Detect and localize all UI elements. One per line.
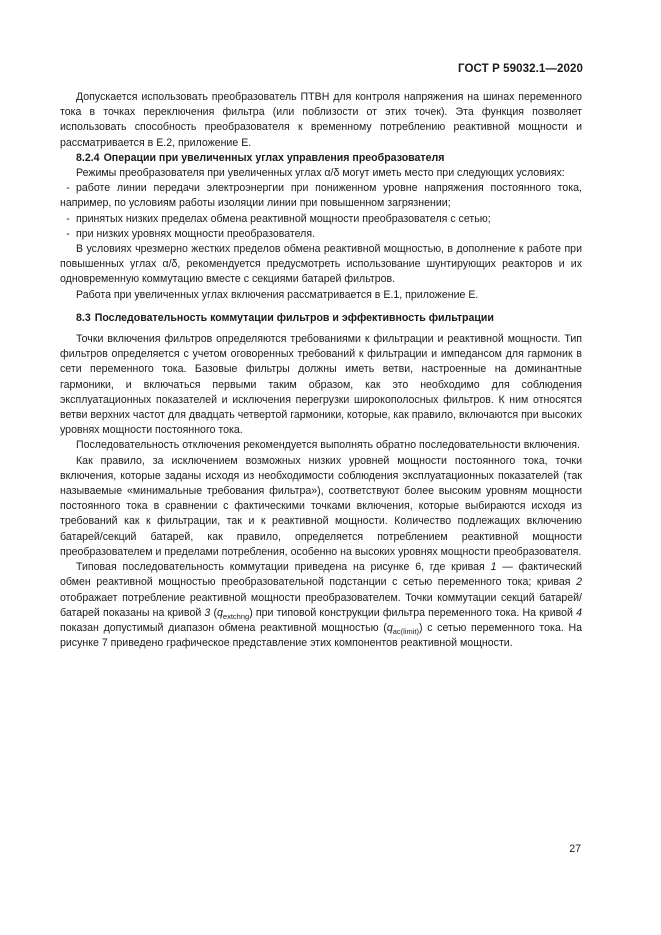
curve-number: 3 (204, 606, 211, 619)
symbol-subscript: extchng (222, 611, 250, 621)
dash-bullet: - (66, 227, 70, 240)
list-item-text: при низких уровнях мощности преобразователя. (76, 227, 316, 240)
list-item (60, 181, 582, 211)
paragraph-figure-reference: Типовая последовательность коммутации приведена на рисунке 6, где кривая 1 — фактический обмен реактивной мощностью преобразовательной подстанции с сетью переменного тока; кривая 2 отображает потребление реактивной мощности преобразователем. Точки коммутации секций батарей/батарей показаны на кривой 3 $(q_{extchng})$ при типовой конструкции фильтра переменного тока. На кривой 4 показан допустимый диапазон обмена реактивной мощностью $(q_{ac(limit)})$ с сетью переменного тока. На рисунке 7 приведено графическое представление этих компонентов реактивной мощности. (60, 561, 582, 650)
section-title: Последовательность коммутации фильтров и эффективность фильтрации (94, 311, 494, 324)
curve-number: 2 (576, 576, 582, 589)
symbol-subscript: ac(limit) (392, 627, 419, 637)
list-item-text: работе линии передачи электроэнергии при пониженном уровне напряжения постоянного тока, например, по условиям работы изоляции линии при повышенном загрязнении; (60, 182, 582, 210)
symbol-q: q (386, 621, 393, 634)
spacer (60, 303, 582, 311)
curve-number: 1 (490, 561, 497, 574)
dash-bullet: - (66, 182, 70, 195)
curve-number: 4 (576, 606, 582, 619)
paragraph: Работа при увеличенных углах включения рассматривается в Е.1, приложение Е. (76, 288, 479, 301)
section-number: 8.2.4 (76, 151, 100, 164)
section-heading-8-3 (60, 311, 582, 326)
document-header: ГОСТ Р 59032.1—2020 (458, 63, 583, 75)
list-item (60, 227, 582, 242)
list-item-text: принятых низких пределах обмена реактивной мощности преобразователя с сетью; (76, 212, 491, 225)
page-body (60, 90, 582, 651)
paragraph: В условиях чрезмерно жестких пределов обмена реактивной мощностью, в дополнение к работе при повышенных углах α/δ, рекомендуется предусмотреть использование шунтирующих реакторов и их одновременную коммутацию вместе с секциями батарей фильтров. (60, 243, 582, 286)
paragraph: Допускается использовать преобразователь ПТВН для контроля напряжения на шинах переменного тока в точках переключения фильтра (или поблизости от этих точек). Эта функция позволяет использовать способность преобразователя к временному потреблению реактивной мощности и рассматривается в Е.2, приложение Е. (60, 91, 582, 149)
paragraph: Как правило, за исключением возможных низких уровней мощности постоянного тока, точки включения, которые заданы исходя из необходимости соблюдения эксплуатационных показателей (так называемые «минимальные требования фильтра»), соответствуют более высоким уровням мощности постоянного тока в сравнении с фактическими точками включения, которые выбираются исходя из требований как к фильтрации, так и к реактивной мощности. Количество подлежащих включению батарей/секций батарей, как правило, определяется потреблением реактивной мощности преобразователем и пределами потребления, особенно на высоких уровнях мощности преобразователя. (60, 454, 582, 558)
section-title: Операции при увеличенных углах управления преобразователя (103, 151, 445, 164)
paragraph: Режимы преобразователя при увеличенных углах α/δ могут иметь место при следующих условиях: (76, 167, 565, 180)
dash-bullet: - (66, 212, 70, 225)
page-number: 27 (569, 843, 581, 855)
list-item (60, 212, 582, 227)
section-heading-8-2-4 (60, 151, 582, 166)
section-number: 8.3 (76, 311, 91, 324)
paragraph: Последовательность отключения рекомендуется выполнять обратно последовательности включения. (76, 439, 580, 452)
paragraph: Точки включения фильтров определяются требованиями к фильтрации и реактивной мощности. Тип фильтров определяется с учетом оговоренных требований к фильтрации и импедансом для гармоник в сети переменного тока. Базовые фильтры должны иметь ветви, настроенные на доминантные гармоники, и включаться первыми таким образом, как это необходимо для соблюдения эксплуатационных показателей и исключения перегрузки широкополосных фильтров. К ним относятся ветви верхних частот для двадцать четвертой гармоники, которые, как правило, включаются при высоких уровнях мощности постоянного тока. (60, 333, 582, 437)
symbol-q: q (217, 606, 223, 619)
